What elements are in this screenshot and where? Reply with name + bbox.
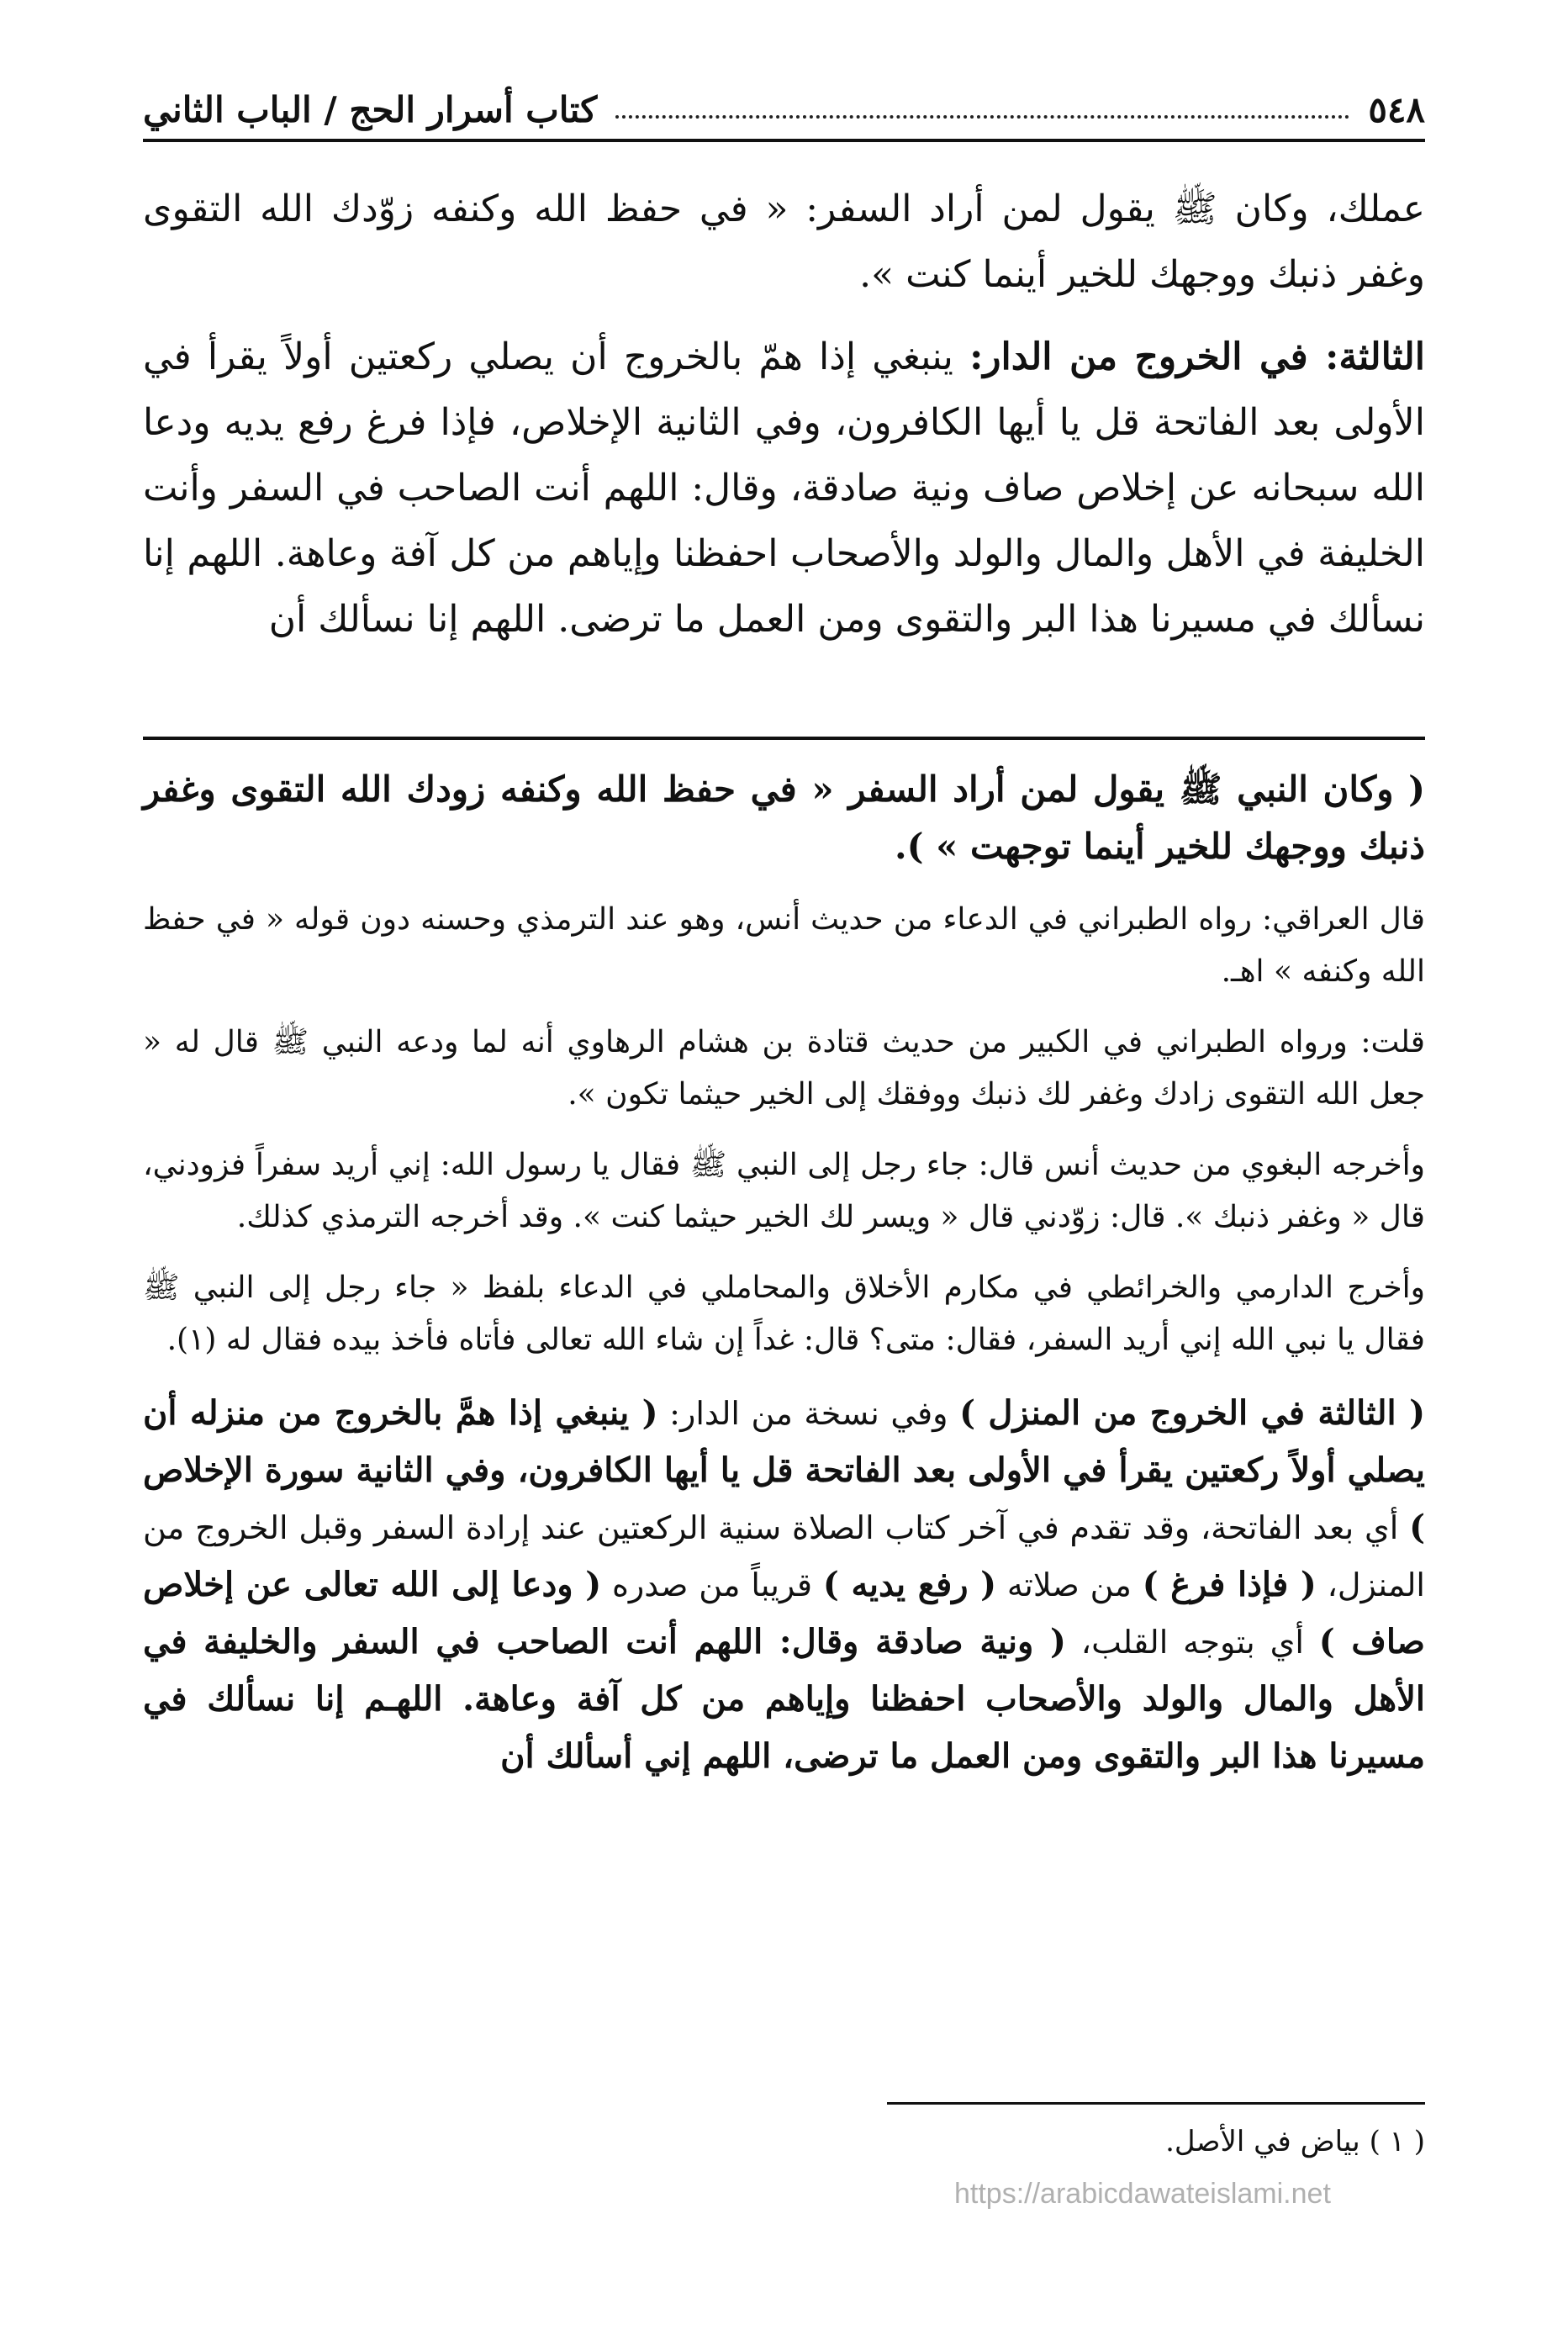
matn-paragraph-2	[143, 325, 1425, 652]
matn-paragraph-1: عملك، وكان ﷺ يقول لمن أراد السفر: « في حفظ الله وكنفه زوّدك الله التقوى وغفر ذنبك ووجهك للخير أينما كنت ».	[143, 188, 1425, 296]
commentary-quote: ( وكان النبي ﷺ يقول لمن أراد السفر « في حفظ الله وكنفه زودك الله التقوى وغفر ذنبك ووجهك للخير أينما توجهت » ).	[143, 769, 1425, 867]
commentary-matn-3: ( رفع يديه )	[822, 1565, 997, 1604]
main-text	[143, 177, 1425, 669]
text-divider	[143, 737, 1425, 740]
commentary-paragraph-3: وأخرجه البغوي من حديث أنس قال: جاء رجل إلى النبي ﷺ فقال يا رسول الله: إني أريد سفراً فزودني، قال « وغفر ذنبك ». قال: زوّدني قال « ويسر لك الخير حيثما كنت ». وقد أخرجه الترمذي كذلك.	[143, 1148, 1425, 1234]
commentary-paragraph-2: قلت: ورواه الطبراني في الكبير من حديث قتادة بن هشام الرهاوي أنه لما ودعه النبي ﷺ قال له « جعل الله التقوى زادك وغفر لك ذنبك ووفقك إلى الخير حيثما تكون ».	[143, 1025, 1425, 1112]
matn-paragraph-2-body: ينبغي إذا همّ بالخروج أن يصلي ركعتين أولاً يقرأ في الأولى بعد الفاتحة قل يا أيها الكافرون، وفي الثانية الإخلاص، فإذا فرغ رفع يديه ودعا الله سبحانه عن إخلاص صاف ونية صادقة، وقال: اللهم أنت الصاحب في السفر وأنت الخليفة في الأهل والمال والولد والأصحاب احفظنا وإياهم من كل آفة وعاهة. اللهم إنا نسألك في مسيرنا هذا البر والتقوى ومن العمل ما ترضى. اللهم إنا نسألك أن	[143, 335, 1425, 641]
running-title: كتاب أسرار الحج / الباب الثاني	[143, 88, 598, 130]
footnote: ( ١ ) بياض في الأصل.	[1165, 2125, 1425, 2158]
commentary-note-2: أي بعد الفاتحة، وقد تقدم في آخر كتاب الصلاة سنية الركعتين عند إرادة السفر وقبل الخروج من المنزل،	[143, 1509, 1425, 1603]
commentary-heading: ( الثالثة في الخروج من المنزل )	[959, 1393, 1425, 1433]
page-number: ٥٤٨	[1368, 88, 1425, 130]
commentary-matn-4: ( ودعا إلى الله تعالى عن إخلاص صاف )	[143, 1565, 1426, 1661]
commentary-paragraph-5	[143, 1385, 1425, 1785]
commentary-note-4: قريباً من صدره	[601, 1566, 823, 1603]
footnote-rule	[887, 2102, 1425, 2105]
watermark-url: https://arabicdawateislami.net	[954, 2178, 1331, 2210]
header-leader-dots	[615, 100, 1349, 119]
page-header	[143, 80, 1425, 142]
section-heading: الثالثة: في الخروج من الدار:	[969, 335, 1425, 378]
commentary-matn-5: ( ونية صادقة وقال: اللهم أنت الصاحب في السفر والخليفة في الأهل والمال والولد والأصحاب احفظنا وإياهم من كل آفة وعاهة. اللهـم إنا نسألك في مسيرنا هذا البر والتقوى ومن العمل ما ترضى، اللهم إني أسألك أن	[143, 1622, 1425, 1776]
commentary-note-5: أي بتوجه القلب،	[1065, 1624, 1319, 1661]
commentary-matn-2: ( فإذا فرغ )	[1142, 1565, 1317, 1604]
commentary-paragraph-1: قال العراقي: رواه الطبراني في الدعاء من حديث أنس، وهو عند الترمذي وحسنه دون قوله « في حفظ الله وكنفه » اهـ.	[143, 902, 1425, 989]
commentary-matn-1: ( ينبغي إذا همَّ بالخروج من منزله أن يصلي أولاً ركعتين يقرأ في الأولى بعد الفاتحة قل يا أيها الكافرون، وفي الثانية سورة الإخلاص )	[143, 1393, 1425, 1547]
commentary-note-1: وفي نسخة من الدار:	[657, 1395, 960, 1432]
commentary-note-3: من صلاته	[996, 1566, 1143, 1603]
commentary-paragraph-4: وأخرج الدارمي والخرائطي في مكارم الأخلاق والمحاملي في الدعاء بلفظ « جاء رجل إلى النبي ﷺ فقال يا نبي الله إني أريد السفر، فقال: متى؟ قال: غداً إن شاء الله تعالى فأتاه فأخذ بيده فقال له (١).	[143, 1271, 1425, 1357]
commentary	[143, 761, 1425, 1804]
